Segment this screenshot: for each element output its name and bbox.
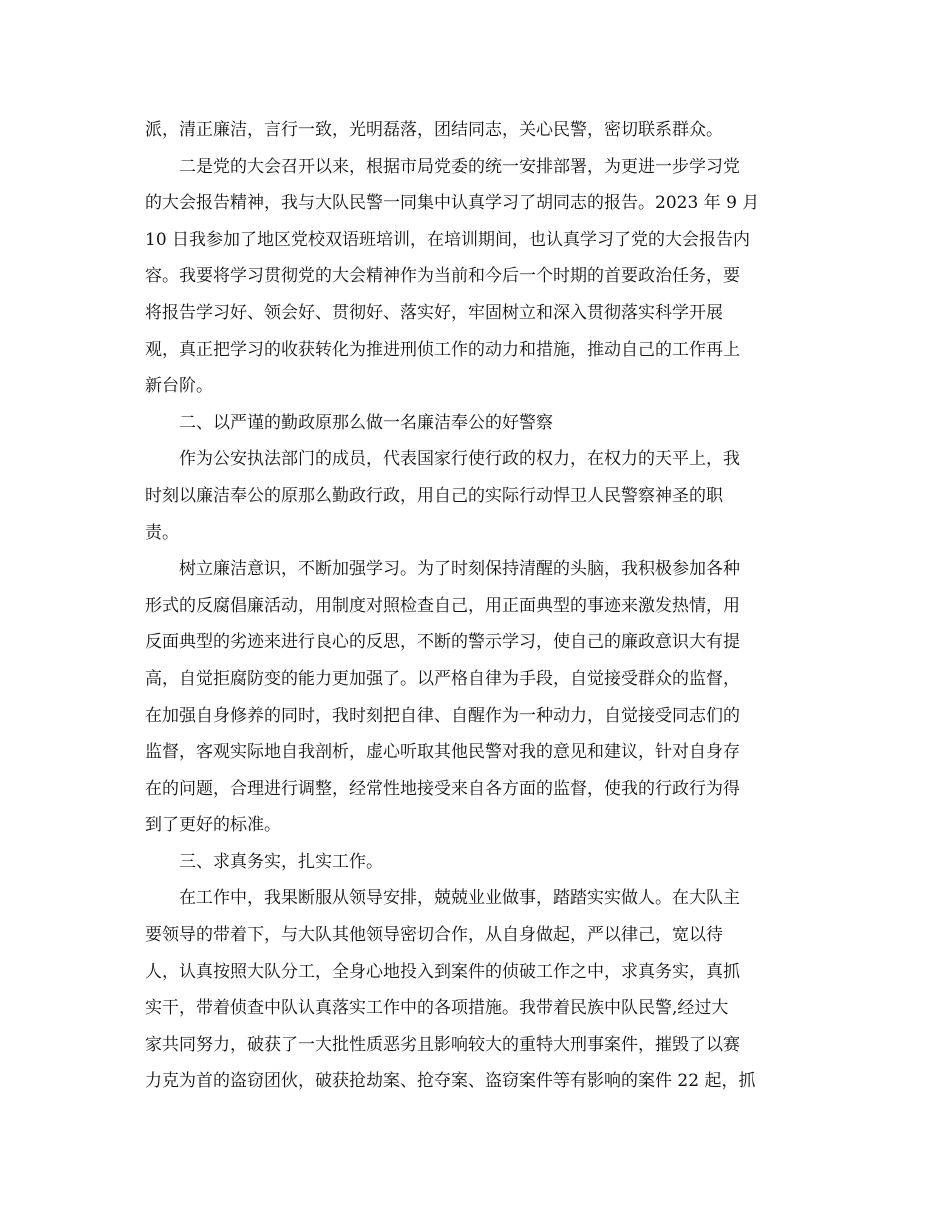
text-line: 将报告学习好、领会好、贯彻好、落实好，牢固树立和深入贯彻落实科学开展: [145, 302, 723, 323]
text-line: 二是党的大会召开以来，根据市局党委的统一安排部署，为更进一步学习党: [179, 156, 740, 177]
text-line: 监督，客观实际地自我剖析，虚心听取其他民警对我的意见和建议，针对自身存: [145, 742, 740, 763]
text-line: 形式的反腐倡廉活动，用制度对照检查自己，用正面典型的事迹来激发热情，用: [145, 595, 740, 616]
text-line: 观，真正把学习的收获转化为推进刑侦工作的动力和措施，推动自己的工作再上: [145, 339, 740, 360]
text-line: 高，自觉拒腐防变的能力更加强了。以严格自律为手段，自觉接受群众的监督，: [145, 668, 740, 689]
text-line: 作为公安执法部门的成员，代表国家行使行政的权力，在权力的天平上，我: [179, 449, 740, 470]
text-line: 三、求真务实，扎实工作。: [179, 851, 383, 872]
text-line: 到了更好的标准。: [145, 815, 281, 836]
text-line: 力克为首的盗窃团伙，破获抢劫案、抢夺案、盗窃案件等有影响的案件 22 起，抓: [145, 1071, 756, 1092]
text-line: 人，认真按照大队分工，全身心地投入到案件的侦破工作之中，求真务实，真抓: [145, 961, 740, 982]
text-line: 10 日我参加了地区党校双语班培训，在培训期间，也认真学习了党的大会报告内: [145, 229, 751, 250]
text-line: 在加强自身修养的同时，我时刻把自律、自醒作为一种动力，自觉接受同志们的: [145, 705, 740, 726]
text-line: 时刻以廉洁奉公的原那么勤政行政，用自己的实际行动悍卫人民警察神圣的职: [145, 485, 723, 506]
text-line: 派，清正廉洁，言行一致，光明磊落，团结同志，关心民警，密切联系群众。: [145, 120, 723, 140]
text-line: 反面典型的劣迹来进行良心的反思，不断的警示学习，使自己的廉政意识大有提: [145, 632, 740, 653]
text-line: 责。: [145, 522, 179, 543]
text-line: 在工作中，我果断服从领导安排，兢兢业业做事，踏踏实实做人。在大队主: [179, 888, 740, 909]
text-line: 二、以严谨的勤政原那么做一名廉洁奉公的好警察: [179, 412, 553, 433]
text-line: 新台阶。: [145, 376, 213, 397]
document-body: [145, 112, 805, 1100]
text-line: 在的问题，合理进行调整，经常性地接受来自各方面的监督，使我的行政行为得: [145, 778, 740, 799]
text-line: 要领导的带着下，与大队其他领导密切合作，从自身做起，严以律己，宽以待: [145, 925, 723, 946]
text-line: 树立廉洁意识，不断加强学习。为了时刻保持清醒的头脑，我积极参加各种: [179, 559, 740, 580]
text-line: 家共同努力，破获了一大批性质恶劣且影响较大的重特大刑事案件，摧毁了以赛: [145, 1034, 740, 1055]
text-line: 容。我要将学习贯彻党的大会精神作为当前和今后一个时期的首要政治任务，要: [145, 266, 740, 287]
text-line: 的大会报告精神，我与大队民警一同集中认真学习了胡同志的报告。2023 年 9 月: [145, 193, 760, 214]
text-line: 实干，带着侦查中队认真落实工作中的各项措施。我带着民族中队民警,经过大: [145, 998, 729, 1019]
